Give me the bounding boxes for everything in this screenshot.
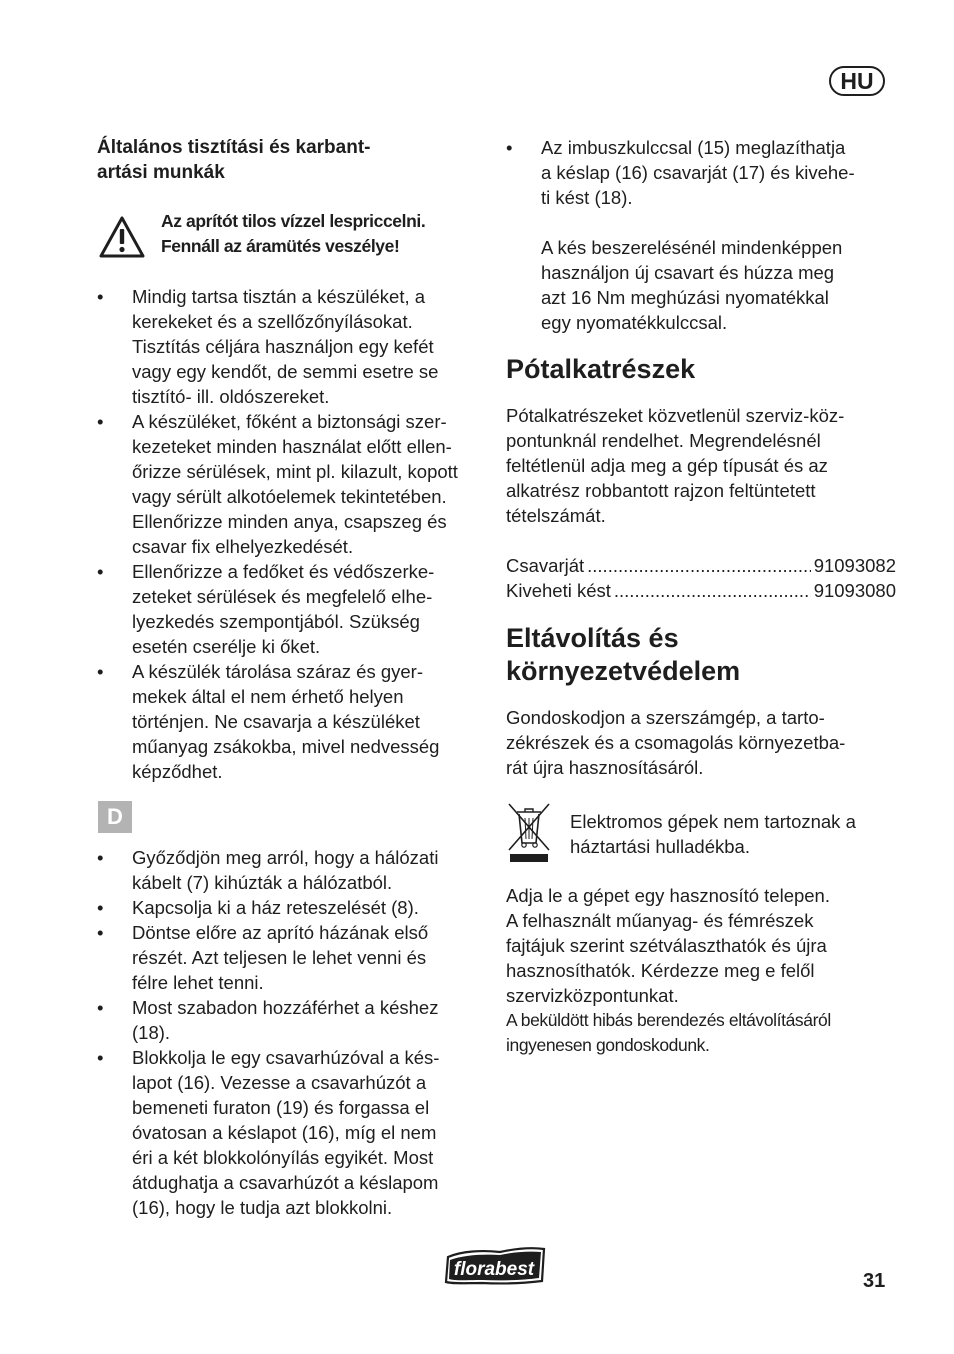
- leader-dots: [587, 553, 811, 578]
- section-d-label: D: [98, 801, 132, 833]
- left-column: [97, 135, 482, 1220]
- part-name: Csavarját: [506, 555, 585, 576]
- crossed-bin-icon: [506, 801, 552, 865]
- spare-parts-text: Pótalkatrészeket közvetlenül szerviz-köz- pontunknál rendelhet. Megrendelésnél feltétlenül adja meg a gép típusát és az alkatrész robbantott rajzon feltüntetett tételszámát.: [506, 405, 845, 526]
- cleaning-section-title: Általános tisztítási és karbant- artási munkák: [97, 137, 371, 183]
- blade-bullet-list: [97, 845, 482, 1220]
- list-item: • Mindig tartsa tisztán a készüléket, a kerekeket és a szellőzőnyílásokat. Tisztítás céljára használjon egy kefét vagy egy kendőt, de semmi esetre se tisztító- ill. oldószereket.: [97, 284, 482, 409]
- list-item: • Győződjön meg arról, hogy a hálózati kábelt (7) kihúzták a hálózatból.: [97, 845, 482, 895]
- hex-key-bullet: [506, 135, 896, 210]
- right-column: [506, 135, 896, 1058]
- cleaning-bullet-list: [97, 284, 482, 784]
- parts-row: [506, 578, 896, 603]
- warning-icon: [99, 215, 145, 259]
- part-number: 91093082: [813, 555, 896, 576]
- language-badge: HU: [829, 66, 885, 96]
- free-disposal-text: A beküldött hibás berendezés eltávolításáról ingyenesen gondoskodunk.: [506, 1010, 831, 1055]
- florabest-logo: [442, 1245, 548, 1287]
- part-name: Kiveheti kést: [506, 580, 611, 601]
- leader-dots: [614, 578, 811, 603]
- list-item: • A készülék tárolása száraz és gyer- mekek által el nem érhető helyen történjen. Ne csavarja a készüléket műanyag zsákokba, mivel nedvesség képződhet.: [97, 659, 482, 784]
- page-number: 31: [863, 1270, 886, 1292]
- disposal-title: Eltávolítás és környezetvédelem: [506, 623, 741, 686]
- warning-block: [97, 209, 482, 259]
- warning-text: Az aprítót tilos vízzel lespriccelni. Fennáll az áramütés veszélye!: [161, 211, 426, 256]
- parts-row: [506, 553, 896, 578]
- spare-parts-title: Pótalkatrészek: [506, 354, 696, 384]
- weee-block: [506, 809, 896, 865]
- list-item: • Az imbuszkulccsal (15) meglazíthatja a késlap (16) csavarját (17) és kivehe- ti kést (18).: [506, 135, 896, 210]
- disposal-text: Gondoskodjon a szerszámgép, a tarto- zékrészek és a csomagolás környezetba- rát újra hasznosításáról.: [506, 707, 846, 778]
- parts-list: [506, 553, 896, 603]
- list-item: • Kapcsolja ki a ház reteszelését (8).: [97, 895, 482, 920]
- part-number: 91093080: [813, 580, 896, 601]
- weee-text: Elektromos gépek nem tartoznak a háztartási hulladékba.: [570, 811, 856, 857]
- list-item: • A készüléket, főként a biztonsági szer- kezeteket minden használat előtt ellen- őrizze sérülések, mint pl. kilazult, kopott vagy sérült alkotóelemek tekintetében. Ellenőrizze minden anya, csapszeg és csavar fix elhelyezkedését.: [97, 409, 482, 559]
- list-item: • Blokkolja le egy csavarhúzóval a kés- lapot (16). Vezesse a csavarhúzót a bemeneti furaton (19) és forgassa el óvatosan a késlapot (16), míg el nem éri a két blokkolónyílás egyikét. Most átdughatja a csavarhúzót a késlapom (16), hogy le tudja azt blokkolni.: [97, 1045, 482, 1220]
- list-item: • Ellenőrizze a fedőket és védőszerke- zeteket sérülések és megfelelő elhe- lyezkedés szempontjából. Szükség esetén cserélje ki őket.: [97, 559, 482, 659]
- list-item: • Döntse előre az aprító házának első részét. Azt teljesen le lehet venni és félre lehet tenni.: [97, 920, 482, 995]
- logo-text: florabest: [453, 1259, 535, 1280]
- torque-note: A kés beszerelésénél mindenképpen használjon új csavart és húzza meg azt 16 Nm meghúzási nyomatékkal egy nyomatékkulccsal.: [541, 237, 843, 333]
- recycle-text: Adja le a gépet egy hasznosító telepen. A felhasznált műanyag- és fémrészek fajtájuk szerint szétválaszthatók és újra hasznosíthatók. Kérdezze meg e felől szervizközpontunkat.: [506, 885, 830, 1006]
- list-item: • Most szabadon hozzáférhet a késhez (18).: [97, 995, 482, 1045]
